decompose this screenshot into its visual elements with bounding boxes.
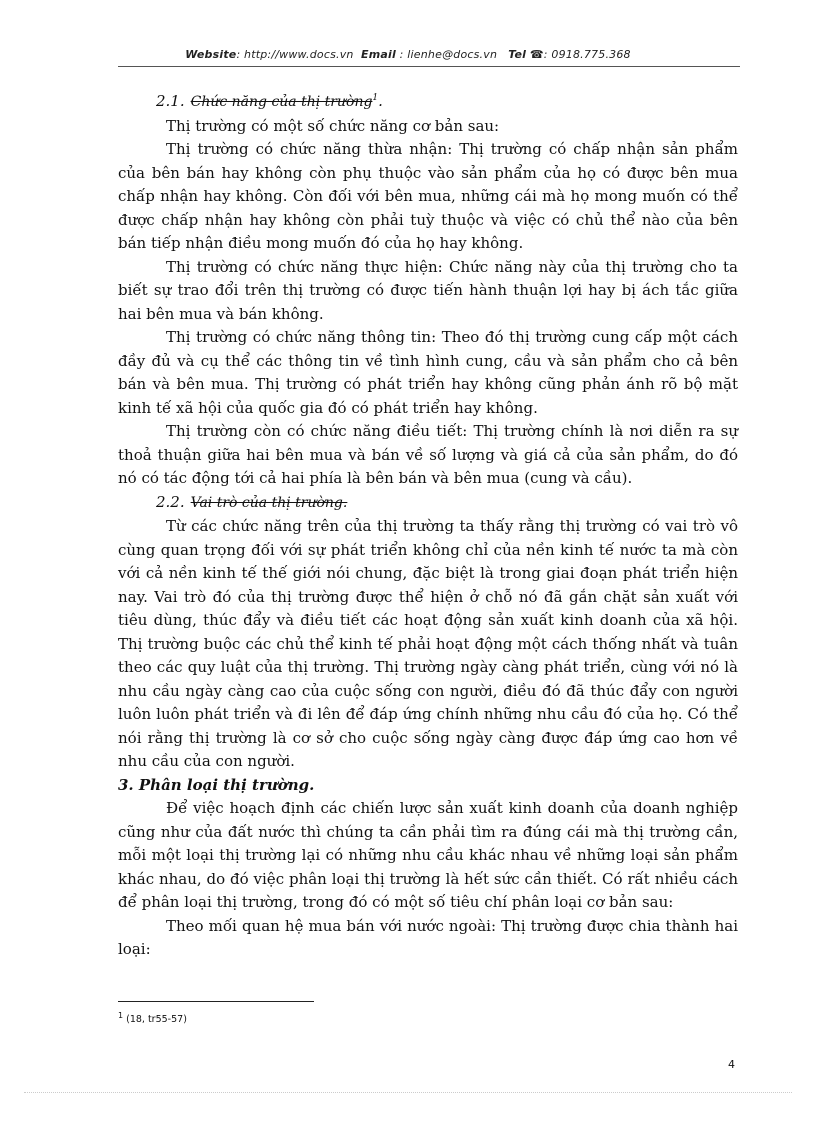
website-label: Website bbox=[185, 48, 237, 61]
document-body bbox=[118, 90, 738, 962]
footnote bbox=[118, 1010, 187, 1025]
paragraph-7: Để việc hoạch định các chiến lược sản xuất kinh doanh của doanh nghiệp cũng như của đất nước thì chúng ta cần phải tìm ra đúng cái mà thị trường cần, mỗi một loại thị trường lại có những nhu cầu khác nhau về những loại sản phẩm khác nhau, do đó việc phân loại thị trường là hết sức cần thiết. Có rất nhiều cách để phân loại thị trường, trong đó có một số tiêu chí phân loại cơ bản sau: bbox=[118, 799, 738, 911]
section-2-2-heading bbox=[118, 491, 738, 516]
tel-number: : 0918.775.368 bbox=[543, 48, 631, 61]
section-2-1-title: Chức năng của thị trường bbox=[190, 94, 373, 110]
paragraph-1: Thị trường có một số chức năng cơ bản sau: bbox=[166, 116, 500, 135]
page-bottom-edge bbox=[24, 1092, 792, 1093]
paragraph-8: Theo mối quan hệ mua bán với nước ngoài: Thị trường được chia thành hai loại: bbox=[118, 916, 738, 958]
section-3-heading: 3. Phân loại thị trường. bbox=[118, 775, 315, 794]
email-label: Email bbox=[361, 48, 396, 61]
phone-icon: ☎ bbox=[529, 48, 544, 61]
website-url[interactable]: : http://www.docs.vn bbox=[236, 48, 354, 61]
section-2-1-number: 2.1. bbox=[156, 92, 185, 110]
paragraph-3: Thị trường có chức năng thực hiện: Chức năng này của thị trường cho ta biết sự trao đổi trên thị trường có được tiến hành thuận lợi hay bị ách tắc giữa hai bên mua và bán không. bbox=[118, 257, 738, 323]
footnote-divider bbox=[118, 1001, 314, 1002]
paragraph-6: Từ các chức năng trên của thị trường ta thấy rằng thị trường có vai trò vô cùng quan trọng đối với sự phát triển không chỉ của nền kinh tế nước ta mà còn với cả nền kinh tế thế giới nói chung, đặc biệt là trong giai đoạn phát triển hiện nay. Vai trò đó của thị trường được thể hiện ở chỗ nó đã gắn chặt sản xuất với tiêu dùng, thúc đẩy và điều tiết các hoạt động sản xuất kinh doanh của xã hội. Thị trường buộc các chủ thể kinh tế phải hoạt động một cách thống nhất và tuân theo các quy luật của thị trường. Thị trường ngày càng phát triển, cùng với nó là nhu cầu ngày càng cao của cuộc sống con người, điều đó đã thúc đẩy con người luôn luôn phát triển và đi lên để đáp ứng chính những nhu cầu đó của họ. Có thể nói rằng thị trường là cơ sở cho cuộc sống ngày càng được đáp ứng cao hơn về nhu cầu của con người. bbox=[118, 517, 738, 770]
paragraph-2: Thị trường có chức năng thừa nhận: Thị trường có chấp nhận sản phẩm của bên bán hay không còn phụ thuộc vào sản phẩm của họ có được bên mua chấp nhận hay không. Còn đối với bên mua, những cái mà họ mong muốn có thể được chấp nhận hay không còn phải tuỳ thuộc và việc có chủ thể nào của bên bán tiếp nhận điều mong muốn đó của họ hay không. bbox=[118, 140, 738, 252]
email-address[interactable]: : lienhe@docs.vn bbox=[399, 48, 498, 61]
section-2-1-heading: 2.1. Chức năng của thị trường$^1$. bbox=[156, 92, 383, 110]
header-divider bbox=[118, 66, 740, 67]
footnote-ref[interactable]: 1 bbox=[372, 93, 379, 103]
page-number: 4 bbox=[728, 1058, 735, 1071]
footnote-number: 1 bbox=[118, 1010, 124, 1020]
page-header bbox=[0, 48, 816, 61]
tel-label: Tel bbox=[508, 48, 527, 61]
footnote-text: (18, tr55-57) bbox=[126, 1014, 187, 1025]
section-2-2-title: Vai trò của thị trường. bbox=[190, 494, 348, 511]
paragraph-4: Thị trường có chức năng thông tin: Theo đó thị trường cung cấp một cách đầy đủ và cụ thể các thông tin về tình hình cung, cầu và sản phẩm cho cả bên bán và bên mua. Thị trường có phát triển hay không cũng phản ánh rõ bộ mặt kinh tế xã hội của quốc gia đó có phát triển hay không. bbox=[118, 328, 738, 417]
section-2-2-number: 2.2. bbox=[156, 492, 185, 511]
paragraph-5: Thị trường còn có chức năng điều tiết: Thị trường chính là nơi diễn ra sự thoả thuận giữa hai bên mua và bán về số lượng và giá cả của sản phẩm, do đó nó có tác động tới cả hai phía là bên bán và bên mua (cung và cầu). bbox=[118, 422, 738, 487]
